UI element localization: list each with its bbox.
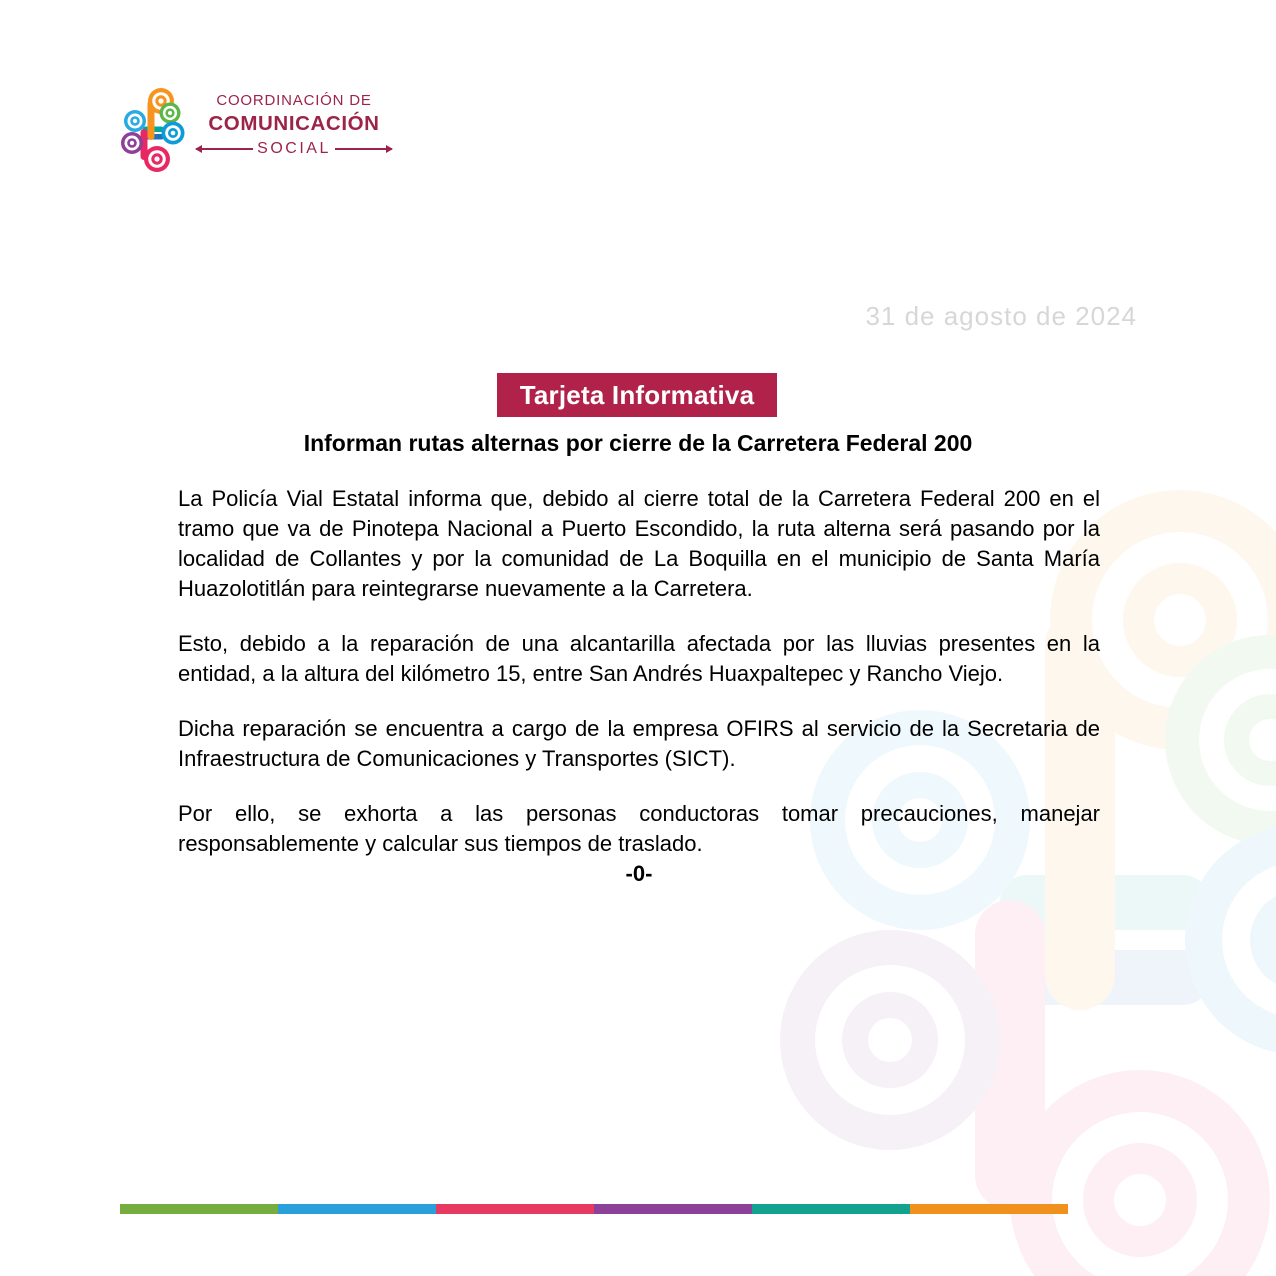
body-paragraph-3: Dicha reparación se encuentra a cargo de la empresa OFIRS al servicio de la Secretaria de Infraestructura de Comunicaciones y Transportes (SICT). [178,716,1100,771]
logo-line-social [196,140,392,158]
end-mark: -0- [625,861,653,886]
logo-line-coordinacion: COORDINACIÓN DE [216,92,372,109]
comunicacion-social-flower-icon [118,80,190,176]
logo-social-label: SOCIAL [257,140,331,157]
right-arrow-icon [335,148,392,150]
body-text [178,484,1100,889]
footer-color-stripe [120,1204,1068,1214]
headline: Informan rutas alternas por cierre de la Carretera Federal 200 [303,430,973,456]
stripe-segment-orange [910,1204,1068,1214]
header-logo [118,80,392,176]
tarjeta-informativa-banner: Tarjeta Informativa [497,373,777,417]
body-paragraph-4: Por ello, se exhorta a las personas conductoras tomar precauciones, manejar responsablemente y calcular sus tiempos de traslado. [178,801,1100,856]
stripe-segment-pink [436,1204,594,1214]
body-paragraph-2: Esto, debido a la reparación de una alcantarilla afectada por las lluvias presentes en la entidad, a la altura del kilómetro 15, entre San Andrés Huaxpaltepec y Rancho Viejo. [178,631,1100,686]
logo-wordmark [196,92,392,158]
stripe-segment-green [120,1204,278,1214]
left-arrow-icon [196,148,253,150]
stripe-segment-teal [752,1204,910,1214]
stripe-segment-blue [278,1204,436,1214]
stripe-segment-purple [594,1204,752,1214]
logo-line-comunicacion: COMUNICACIÓN [208,112,380,135]
body-paragraph-1: La Policía Vial Estatal informa que, debido al cierre total de la Carretera Federal 200 en el tramo que va de Pinotepa Nacional a Puerto Escondido, la ruta alterna será pasando por la localidad de Collantes y por la comunidad de La Boquilla en el municipio de Santa María Huazolotitlán para reintegrarse nuevamente a la Carretera. [178,486,1100,601]
document-date: 31 de agosto de 2024 [865,301,1137,331]
